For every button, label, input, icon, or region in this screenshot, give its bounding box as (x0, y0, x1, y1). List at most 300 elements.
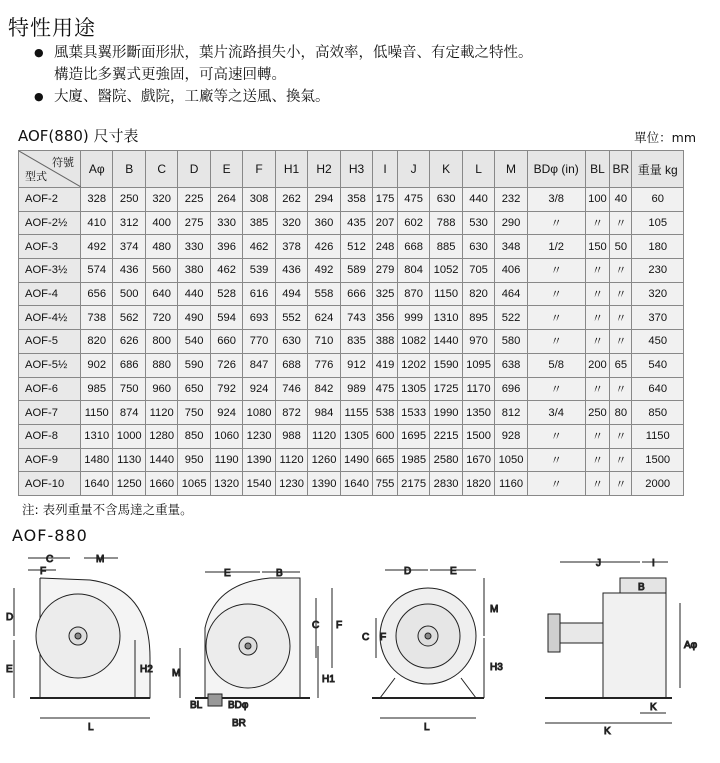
value-cell: 436 (113, 259, 145, 283)
dim-label-b: B (276, 568, 283, 579)
column-header: M (495, 151, 527, 188)
value-cell: 630 (275, 330, 307, 354)
table-row (19, 472, 684, 496)
fan-casing-body (603, 593, 666, 698)
value-cell: 462 (210, 259, 242, 283)
table-row (19, 188, 684, 212)
value-cell: 1080 (243, 401, 275, 425)
value-cell: 928 (495, 424, 527, 448)
drawing-title: AOF-880 (12, 526, 88, 545)
value-cell: 1320 (210, 472, 242, 496)
value-cell: 〃 (527, 306, 585, 330)
drawing-front-view-1 (6, 554, 153, 733)
value-cell: 693 (243, 306, 275, 330)
value-cell: 〃 (585, 472, 610, 496)
dim-label-f: F (40, 566, 47, 577)
value-cell: 330 (210, 211, 242, 235)
section-title: 特性用途 (8, 16, 96, 40)
value-cell: 490 (178, 306, 210, 330)
table-row (19, 306, 684, 330)
value-cell: 820 (462, 282, 494, 306)
dim-label-e: E (450, 566, 457, 577)
value-cell: 640 (632, 377, 684, 401)
value-cell: 1350 (462, 401, 494, 425)
value-cell: 〃 (585, 424, 610, 448)
value-cell: 250 (113, 188, 145, 212)
model-cell: AOF-2½ (19, 211, 81, 235)
value-cell: 〃 (527, 472, 585, 496)
value-cell: 880 (145, 353, 177, 377)
value-cell: 378 (275, 235, 307, 259)
value-cell: 250 (585, 401, 610, 425)
value-cell: 3/4 (527, 401, 585, 425)
value-cell: 638 (495, 353, 527, 377)
value-cell: 1985 (397, 448, 429, 472)
dim-label-c: C (46, 554, 54, 565)
value-cell: 755 (373, 472, 398, 496)
value-cell: 924 (210, 401, 242, 425)
value-cell: 1120 (275, 448, 307, 472)
value-cell: 〃 (610, 377, 632, 401)
value-cell: 2830 (430, 472, 462, 496)
value-cell: 1052 (430, 259, 462, 283)
value-cell: 665 (373, 448, 398, 472)
value-cell: 594 (210, 306, 242, 330)
column-header: E (210, 151, 242, 188)
value-cell: 330 (178, 235, 210, 259)
model-cell: AOF-7 (19, 401, 81, 425)
value-cell: 380 (178, 259, 210, 283)
value-cell: 560 (145, 259, 177, 283)
column-header: H2 (308, 151, 340, 188)
value-cell: 475 (373, 377, 398, 401)
drawing-front-view-2 (172, 568, 342, 729)
corner-model-label: 型式 (25, 171, 47, 183)
value-cell: 1150 (632, 424, 684, 448)
value-cell: 1500 (632, 448, 684, 472)
dim-label-l: L (424, 722, 430, 733)
value-cell: 2215 (430, 424, 462, 448)
value-cell: 275 (178, 211, 210, 235)
column-header: F (243, 151, 275, 188)
value-cell: 1440 (430, 330, 462, 354)
value-cell: 804 (397, 259, 429, 283)
value-cell: 589 (340, 259, 372, 283)
value-cell: 65 (610, 353, 632, 377)
column-header: K (430, 151, 462, 188)
value-cell: 279 (373, 259, 398, 283)
dim-label-h3: H3 (490, 662, 503, 673)
value-cell: 1082 (397, 330, 429, 354)
value-cell: 1660 (145, 472, 177, 496)
value-cell: 650 (178, 377, 210, 401)
value-cell: 540 (178, 330, 210, 354)
value-cell: 1150 (430, 282, 462, 306)
value-cell: 602 (397, 211, 429, 235)
column-header: BR (610, 151, 632, 188)
value-cell: 105 (632, 211, 684, 235)
value-cell: 1065 (178, 472, 210, 496)
value-cell: 230 (632, 259, 684, 283)
value-cell: 175 (373, 188, 398, 212)
bullet-item: ● 風葉具翼形斷面形狀，葉片流路損失小，高效率，低噪音、有定載之特性。 (34, 42, 533, 64)
value-cell: 792 (210, 377, 242, 401)
column-header: C (145, 151, 177, 188)
value-cell: 〃 (527, 448, 585, 472)
value-cell: 558 (308, 282, 340, 306)
bullet-continuation: 構造比多翼式更強固，可高速回轉。 (54, 67, 286, 83)
value-cell: 207 (373, 211, 398, 235)
value-cell: 630 (430, 188, 462, 212)
value-cell: 872 (275, 401, 307, 425)
table-row (19, 424, 684, 448)
value-cell: 902 (81, 353, 113, 377)
value-cell: 410 (81, 211, 113, 235)
value-cell: 988 (275, 424, 307, 448)
value-cell: 406 (495, 259, 527, 283)
value-cell: 440 (462, 188, 494, 212)
value-cell: 776 (308, 353, 340, 377)
value-cell: 1230 (275, 472, 307, 496)
dim-label-e: E (6, 664, 13, 675)
value-cell: 1310 (81, 424, 113, 448)
drawing-top-view (545, 558, 698, 737)
dim-label-i: I (652, 558, 655, 569)
model-cell: AOF-4 (19, 282, 81, 306)
column-header: L (462, 151, 494, 188)
dim-label-m: M (172, 668, 181, 679)
value-cell: 746 (275, 377, 307, 401)
dim-label-c: C (362, 632, 370, 643)
value-cell: 1000 (113, 424, 145, 448)
value-cell: 688 (275, 353, 307, 377)
value-cell: 720 (145, 306, 177, 330)
table-note: 注: 表列重量不含馬達之重量。 (22, 502, 193, 517)
value-cell: 1725 (430, 377, 462, 401)
value-cell: 1250 (113, 472, 145, 496)
value-cell: 312 (113, 211, 145, 235)
value-cell: 726 (210, 353, 242, 377)
value-cell: 705 (462, 259, 494, 283)
value-cell: 812 (495, 401, 527, 425)
value-cell: 999 (397, 306, 429, 330)
value-cell: 1305 (397, 377, 429, 401)
model-cell: AOF-10 (19, 472, 81, 496)
value-cell: 522 (495, 306, 527, 330)
pulley (548, 614, 560, 652)
value-cell: 462 (243, 235, 275, 259)
value-cell: 562 (113, 306, 145, 330)
drawing-side-view (362, 566, 503, 733)
value-cell: 512 (340, 235, 372, 259)
value-cell: 450 (632, 330, 684, 354)
value-cell: 788 (430, 211, 462, 235)
value-cell: 360 (308, 211, 340, 235)
value-cell: 150 (585, 235, 610, 259)
value-cell: 895 (462, 306, 494, 330)
value-cell: 1480 (81, 448, 113, 472)
model-cell: AOF-8 (19, 424, 81, 448)
dim-label-k: K (604, 726, 611, 737)
value-cell: 〃 (610, 448, 632, 472)
value-cell: 743 (340, 306, 372, 330)
value-cell: 〃 (610, 211, 632, 235)
value-cell: 294 (308, 188, 340, 212)
value-cell: 396 (210, 235, 242, 259)
value-cell: 〃 (527, 330, 585, 354)
unit-label: 單位：mm (634, 130, 696, 145)
value-cell: 290 (495, 211, 527, 235)
value-cell: 696 (495, 377, 527, 401)
column-header: 重量 kg (632, 151, 684, 188)
value-cell: 〃 (585, 259, 610, 283)
value-cell: 2580 (430, 448, 462, 472)
value-cell: 320 (632, 282, 684, 306)
value-cell: 435 (340, 211, 372, 235)
value-cell: 600 (373, 424, 398, 448)
value-cell: 〃 (585, 448, 610, 472)
dim-label-f: F (336, 620, 343, 631)
value-cell: 738 (81, 306, 113, 330)
value-cell: 1260 (308, 448, 340, 472)
model-cell: AOF-2 (19, 188, 81, 212)
dim-label-bd: BDφ (228, 700, 249, 711)
value-cell: 590 (178, 353, 210, 377)
value-cell: 426 (308, 235, 340, 259)
value-cell: 225 (178, 188, 210, 212)
value-cell: 60 (632, 188, 684, 212)
value-cell: 656 (81, 282, 113, 306)
value-cell: 〃 (610, 259, 632, 283)
value-cell: 262 (275, 188, 307, 212)
value-cell: 358 (340, 188, 372, 212)
model-cell: AOF-5½ (19, 353, 81, 377)
value-cell: 320 (145, 188, 177, 212)
column-header: B (113, 151, 145, 188)
value-cell: 1060 (210, 424, 242, 448)
value-cell: 1990 (430, 401, 462, 425)
value-cell: 〃 (527, 377, 585, 401)
value-cell: 100 (585, 188, 610, 212)
value-cell: 1820 (462, 472, 494, 496)
value-cell: 370 (632, 306, 684, 330)
dim-label-e: E (224, 568, 231, 579)
value-cell: 480 (145, 235, 177, 259)
dim-label-a: Aφ (684, 640, 698, 651)
column-header: D (178, 151, 210, 188)
dimension-table (18, 150, 684, 496)
table-row (19, 211, 684, 235)
value-cell: 〃 (610, 472, 632, 496)
value-cell: 5/8 (527, 353, 585, 377)
value-cell: 1310 (430, 306, 462, 330)
feature-bullets (34, 42, 533, 108)
motor-base-bracket (208, 694, 222, 706)
value-cell: 870 (397, 282, 429, 306)
value-cell: 2000 (632, 472, 684, 496)
motor-shaft-housing (560, 623, 603, 643)
fan-shaft (245, 643, 251, 649)
dim-label-l: L (88, 722, 94, 733)
model-cell: AOF-3 (19, 235, 81, 259)
value-cell: 1695 (397, 424, 429, 448)
dim-label-m: M (490, 604, 499, 615)
value-cell: 530 (462, 211, 494, 235)
value-cell: 710 (308, 330, 340, 354)
value-cell: 〃 (610, 306, 632, 330)
fan-shaft (425, 633, 431, 639)
value-cell: 〃 (527, 211, 585, 235)
value-cell: 40 (610, 188, 632, 212)
table-row (19, 401, 684, 425)
value-cell: 750 (178, 401, 210, 425)
value-cell: 1500 (462, 424, 494, 448)
value-cell: 666 (340, 282, 372, 306)
value-cell: 924 (243, 377, 275, 401)
value-cell: 626 (113, 330, 145, 354)
value-cell: 494 (275, 282, 307, 306)
value-cell: 1155 (340, 401, 372, 425)
dim-label-bl: BL (190, 700, 203, 711)
value-cell: 1050 (495, 448, 527, 472)
value-cell: 538 (373, 401, 398, 425)
table-row (19, 330, 684, 354)
table-row (19, 235, 684, 259)
model-cell: AOF-3½ (19, 259, 81, 283)
value-cell: 660 (210, 330, 242, 354)
dim-label-m: M (96, 554, 105, 565)
value-cell: 180 (632, 235, 684, 259)
value-cell: 552 (275, 306, 307, 330)
value-cell: 〃 (585, 282, 610, 306)
value-cell: 960 (145, 377, 177, 401)
value-cell: 〃 (585, 211, 610, 235)
dim-label-br: BR (232, 718, 246, 729)
value-cell: 232 (495, 188, 527, 212)
table-header-row (19, 151, 684, 188)
value-cell: 1170 (462, 377, 494, 401)
value-cell: 348 (495, 235, 527, 259)
dim-label-j: J (596, 558, 601, 569)
value-cell: 〃 (610, 282, 632, 306)
dim-label-k-small: K (650, 702, 657, 713)
value-cell: 616 (243, 282, 275, 306)
value-cell: 〃 (585, 330, 610, 354)
value-cell: 1120 (145, 401, 177, 425)
value-cell: 668 (397, 235, 429, 259)
value-cell: 686 (113, 353, 145, 377)
value-cell: 1130 (113, 448, 145, 472)
value-cell: 475 (397, 188, 429, 212)
value-cell: 2175 (397, 472, 429, 496)
value-cell: 574 (81, 259, 113, 283)
value-cell: 770 (243, 330, 275, 354)
value-cell: 492 (308, 259, 340, 283)
value-cell: 874 (113, 401, 145, 425)
value-cell: 1/2 (527, 235, 585, 259)
table-row (19, 448, 684, 472)
table-title: AOF(880) 尺寸表 (18, 127, 139, 145)
table-row (19, 377, 684, 401)
value-cell: 500 (113, 282, 145, 306)
value-cell: 1640 (340, 472, 372, 496)
value-cell: 842 (308, 377, 340, 401)
value-cell: 850 (178, 424, 210, 448)
value-cell: 1305 (340, 424, 372, 448)
value-cell: 248 (373, 235, 398, 259)
column-header: Aφ (81, 151, 113, 188)
model-cell: AOF-5 (19, 330, 81, 354)
value-cell: 50 (610, 235, 632, 259)
value-cell: 1150 (81, 401, 113, 425)
value-cell: 328 (81, 188, 113, 212)
value-cell: 374 (113, 235, 145, 259)
table-row (19, 282, 684, 306)
value-cell: 400 (145, 211, 177, 235)
value-cell: 950 (178, 448, 210, 472)
value-cell: 885 (430, 235, 462, 259)
table-row (19, 353, 684, 377)
value-cell: 1640 (81, 472, 113, 496)
value-cell: 850 (632, 401, 684, 425)
value-cell: 325 (373, 282, 398, 306)
value-cell: 436 (275, 259, 307, 283)
value-cell: 820 (81, 330, 113, 354)
value-cell: 440 (178, 282, 210, 306)
value-cell: 356 (373, 306, 398, 330)
dim-label-c: C (312, 620, 320, 631)
value-cell: 1670 (462, 448, 494, 472)
dimension-drawings (0, 548, 720, 763)
model-cell: AOF-6 (19, 377, 81, 401)
value-cell: 640 (145, 282, 177, 306)
column-header: H3 (340, 151, 372, 188)
model-cell: AOF-9 (19, 448, 81, 472)
column-header: BDφ (in) (527, 151, 585, 188)
value-cell: 1390 (243, 448, 275, 472)
value-cell: 200 (585, 353, 610, 377)
value-cell: 〃 (527, 259, 585, 283)
value-cell: 1390 (308, 472, 340, 496)
dim-label-h1: H1 (322, 674, 335, 685)
value-cell: 912 (340, 353, 372, 377)
value-cell: 1190 (210, 448, 242, 472)
value-cell: 80 (610, 401, 632, 425)
value-cell: 1160 (495, 472, 527, 496)
value-cell: 1490 (340, 448, 372, 472)
value-cell: 1540 (243, 472, 275, 496)
value-cell: 1440 (145, 448, 177, 472)
value-cell: 1202 (397, 353, 429, 377)
dim-label-h2: H2 (140, 664, 153, 675)
bullet-item: ● 大廈、醫院、戲院，工廠等之送風、換氣。 (34, 86, 533, 108)
value-cell: 〃 (527, 282, 585, 306)
value-cell: 〃 (610, 424, 632, 448)
value-cell: 308 (243, 188, 275, 212)
value-cell: 539 (243, 259, 275, 283)
value-cell: 492 (81, 235, 113, 259)
value-cell: 〃 (585, 377, 610, 401)
value-cell: 970 (462, 330, 494, 354)
dim-label-d: D (404, 566, 412, 577)
value-cell: 385 (243, 211, 275, 235)
value-cell: 989 (340, 377, 372, 401)
value-cell: 419 (373, 353, 398, 377)
value-cell: 750 (113, 377, 145, 401)
value-cell: 3/8 (527, 188, 585, 212)
value-cell: 985 (81, 377, 113, 401)
column-header: I (373, 151, 398, 188)
